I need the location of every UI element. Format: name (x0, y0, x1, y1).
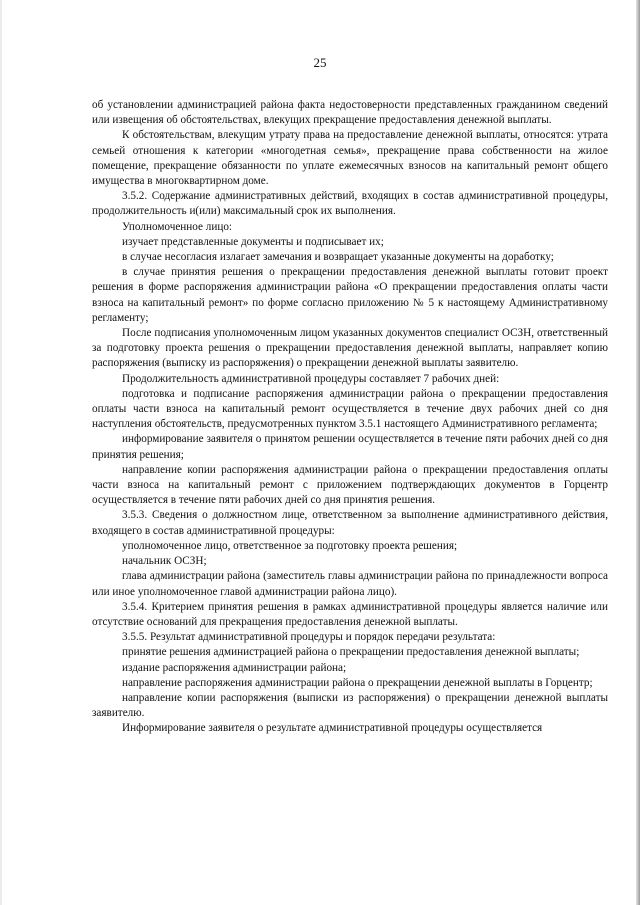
document-body (92, 98, 608, 737)
paragraph: Продолжительность административной процедуры составляет 7 рабочих дней: (122, 372, 500, 385)
paragraph: направление копии распоряжения (выписки из распоряжения) о прекращении денежной выплаты заявителю. (92, 691, 608, 720)
paragraph: После подписания уполномоченным лицом указанных документов специалист ОСЗН, ответственный за подготовку проекта решения о прекращении предоставления денежной выплаты, направляет копию распоряжения (выписку из распоряжения) о прекращении денежной выплаты заявителю. (92, 327, 608, 370)
paragraph: К обстоятельствам, влекущим утрату права на предоставление денежной выплаты, относятся: утрата семьей отношения к категории «многодетная семья», прекращение права собственности на жилое помещение, прекращение обязанности по уплате ежемесячных взносов на капитальный ремонт общего имущества в многоквартирном доме. (92, 129, 608, 188)
paragraph: в случае несогласия излагает замечания и возвращает указанные документы на доработку; (122, 251, 554, 264)
paragraph: начальник ОСЗН; (122, 555, 207, 568)
paragraph: Информирование заявителя о результате административной процедуры осуществляется (122, 722, 543, 735)
paragraph: информирование заявителя о принятом решении осуществляется в течение пяти рабочих дней со дня принятия решения; (92, 433, 608, 461)
scan-right-edge (636, 0, 640, 905)
scan-left-edge (0, 0, 2, 905)
paragraph: уполномоченное лицо, ответственное за подготовку проекта решения; (122, 539, 458, 552)
paragraph: 3.5.4. Критерием принятия решения в рамках административной процедуры является наличие или отсутствие оснований для прекращения предоставления денежной выплаты. (92, 600, 608, 628)
paragraph: об установлении администрацией района факта недостоверности представленных гражданином сведений или извещения об обстоятельствах, влекущих прекращение предоставления денежной выплаты. (92, 99, 608, 127)
paragraph: 3.5.5. Результат административной процедуры и порядок передачи результата: (122, 631, 496, 644)
paragraph: направление копии распоряжения администрации района о прекращении предоставления оплаты части взноса на капитальный ремонт с приложением подтверждающих документов в Горцентр осуществляется в течение пяти рабочих дней со дня принятия решения. (92, 463, 608, 507)
paragraph: направление распоряжения администрации района о прекращении денежной выплаты в Горцентр; (122, 676, 593, 689)
page-number: 25 (313, 55, 327, 70)
paragraph: изучает представленные документы и подписывает их; (122, 235, 384, 248)
paragraph: издание распоряжения администрации района; (122, 661, 347, 674)
paragraph: в случае принятия решения о прекращении предоставления денежной выплаты готовит проект решения в форме распоряжения администрации района «О прекращении предоставления оплаты части взноса на капитальный ремонт» по форме согласно приложению № 5 к настоящему Административному регламенту; (92, 266, 608, 324)
paragraph: 3.5.2. Содержание административных действий, входящих в состав административной процедуры, продолжительность и(или) максимальный срок их выполнения. (92, 190, 608, 218)
paragraph: Уполномоченное лицо: (122, 220, 233, 233)
paragraph: подготовка и подписание распоряжения администрации района о прекращении предоставления оплаты части взноса на капитальный ремонт осуществляется в течение двух рабочих дней со дня наступления обстоятельств, предусмотренных пунктом 3.5.1 настоящего Административного регламента; (92, 387, 608, 431)
paragraph: принятие решения администрацией района о прекращении предоставления денежной выплаты; (122, 646, 580, 659)
paragraph: глава администрации района (заместитель главы администрации района по принадлежности вопроса или иное уполномоченное главой администрации района лицо). (92, 570, 608, 598)
paragraph: 3.5.3. Сведения о должностном лице, ответственном за выполнение административного действия, входящего в состав административной процедуры: (92, 509, 608, 537)
